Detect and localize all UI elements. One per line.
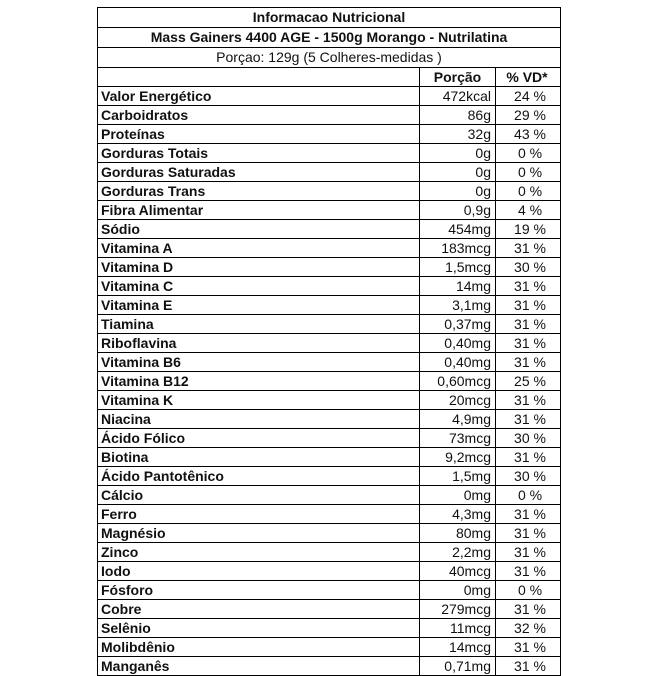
nutrient-dv: 31 % (514, 544, 546, 560)
serving-size: Porçao: 129g (5 Colheres-medidas ) (98, 48, 560, 68)
nutrient-dv: 30 % (514, 430, 546, 446)
nutrient-portion: 9,2mcg (420, 448, 496, 466)
nutrient-name: Ácido Fólico (98, 429, 420, 447)
table-row (98, 353, 560, 372)
nutrient-portion: 0mg (420, 581, 496, 599)
table-row (98, 239, 560, 258)
nutrient-name: Gorduras Totais (98, 144, 420, 162)
nutrient-name: Carboidratos (98, 106, 420, 124)
nutrient-name: Tiamina (98, 315, 420, 333)
nutrient-name: Vitamina K (98, 391, 420, 409)
nutrient-dv: 0 % (517, 582, 543, 598)
nutrient-portion: 40mcg (420, 562, 496, 580)
table-row (98, 581, 560, 600)
nutrient-portion: 20mcg (420, 391, 496, 409)
nutrient-name: Selênio (98, 619, 420, 637)
nutrient-dv: 19 % (514, 221, 546, 237)
table-row (98, 144, 560, 163)
nutrition-table (97, 7, 561, 676)
table-row (98, 391, 560, 410)
table-row (98, 619, 560, 638)
table-row (98, 372, 560, 391)
nutrient-portion: 1,5mcg (420, 258, 496, 276)
nutrient-dv: 31 % (514, 525, 546, 541)
nutrient-portion: 4,3mg (420, 505, 496, 523)
table-row (98, 448, 560, 467)
nutrient-dv: 31 % (514, 601, 546, 617)
nutrient-name: Manganês (98, 657, 420, 675)
nutrient-name: Vitamina E (98, 296, 420, 314)
nutrient-portion: 183mcg (420, 239, 496, 257)
nutrient-dv: 0 % (517, 164, 543, 180)
table-row (98, 334, 560, 353)
nutrient-name: Magnésio (98, 524, 420, 542)
nutrient-portion: 0g (420, 163, 496, 181)
nutrient-portion: 73mcg (420, 429, 496, 447)
nutrient-name: Valor Energético (98, 87, 420, 105)
nutrient-name: Gorduras Trans (98, 182, 420, 200)
nutrient-portion: 86g (420, 106, 496, 124)
nutrient-portion: 472kcal (420, 87, 496, 105)
table-row (98, 87, 560, 106)
nutrient-portion: 279mcg (420, 600, 496, 618)
nutrient-dv: 31 % (514, 354, 546, 370)
nutrient-dv: 31 % (514, 411, 546, 427)
nutrient-name: Niacina (98, 410, 420, 428)
table-row (98, 562, 560, 581)
nutrient-dv: 31 % (514, 278, 546, 294)
nutrient-name: Fibra Alimentar (98, 201, 420, 219)
nutrient-dv: 31 % (514, 506, 546, 522)
column-header-row (98, 68, 560, 87)
nutrient-name: Fósforo (98, 581, 420, 599)
nutrient-name: Sódio (98, 220, 420, 238)
nutrient-name: Iodo (98, 562, 420, 580)
nutrient-name: Molibdênio (98, 638, 420, 656)
nutrient-portion: 14mcg (420, 638, 496, 656)
nutrient-portion: 0,37mg (420, 315, 496, 333)
nutrient-portion: 0g (420, 182, 496, 200)
nutrient-portion: 0,40mg (420, 353, 496, 371)
table-row (98, 106, 560, 125)
table-row (98, 429, 560, 448)
nutrient-name: Cálcio (98, 486, 420, 504)
table-row (98, 258, 560, 277)
nutrient-portion: 0g (420, 144, 496, 162)
table-row (98, 201, 560, 220)
nutrient-dv: 43 % (514, 126, 546, 142)
nutrient-dv: 31 % (514, 563, 546, 579)
nutrient-portion: 32g (420, 125, 496, 143)
nutrient-name: Vitamina B12 (98, 372, 420, 390)
nutrient-dv: 31 % (514, 240, 546, 256)
nutrient-portion: 80mg (420, 524, 496, 542)
nutrient-rows (98, 87, 560, 676)
nutrient-name: Proteínas (98, 125, 420, 143)
table-row (98, 277, 560, 296)
nutrient-portion: 3,1mg (420, 296, 496, 314)
nutrient-dv: 31 % (514, 449, 546, 465)
nutrient-dv: 30 % (514, 468, 546, 484)
table-row (98, 600, 560, 619)
nutrient-name: Cobre (98, 600, 420, 618)
table-row (98, 182, 560, 201)
nutrient-portion: 454mg (420, 220, 496, 238)
nutrient-name: Gorduras Saturadas (98, 163, 420, 181)
table-row (98, 315, 560, 334)
table-row (98, 163, 560, 182)
nutrient-dv: 4 % (517, 202, 543, 218)
nutrient-dv: 29 % (514, 107, 546, 123)
column-header-name (98, 68, 420, 86)
nutrient-portion: 0,40mg (420, 334, 496, 352)
nutrient-dv: 31 % (514, 658, 546, 674)
nutrient-name: Ferro (98, 505, 420, 523)
nutrient-name: Biotina (98, 448, 420, 466)
nutrient-dv: 0 % (517, 183, 543, 199)
nutrient-portion: 0,9g (420, 201, 496, 219)
table-row (98, 410, 560, 429)
nutrient-name: Vitamina A (98, 239, 420, 257)
table-row (98, 486, 560, 505)
nutrient-name: Vitamina D (98, 258, 420, 276)
nutrient-name: Ácido Pantotênico (98, 467, 420, 485)
nutrient-dv: 31 % (514, 639, 546, 655)
table-row (98, 543, 560, 562)
nutrient-name: Riboflavina (98, 334, 420, 352)
nutrient-dv: 31 % (514, 297, 546, 313)
nutrient-dv: 31 % (514, 335, 546, 351)
nutrient-portion: 0,60mcg (420, 372, 496, 390)
nutrient-dv: 32 % (514, 620, 546, 636)
table-row (98, 467, 560, 486)
nutrient-dv: 31 % (514, 316, 546, 332)
column-header-dv: % VD* (506, 69, 548, 85)
table-row (98, 638, 560, 657)
nutrient-dv: 0 % (517, 145, 543, 161)
nutrient-name: Vitamina B6 (98, 353, 420, 371)
nutrient-portion: 0mg (420, 486, 496, 504)
nutrient-name: Zinco (98, 543, 420, 561)
nutrient-name: Vitamina C (98, 277, 420, 295)
nutrient-portion: 14mg (420, 277, 496, 295)
nutrient-portion: 0,71mg (420, 657, 496, 675)
nutrient-dv: 24 % (514, 88, 546, 104)
nutrient-portion: 4,9mg (420, 410, 496, 428)
nutrient-dv: 0 % (517, 487, 543, 503)
table-row (98, 296, 560, 315)
table-row (98, 220, 560, 239)
nutrient-portion: 11mcg (420, 619, 496, 637)
nutrient-dv: 25 % (514, 373, 546, 389)
table-title: Informacao Nutricional (98, 8, 560, 28)
product-name: Mass Gainers 4400 AGE - 1500g Morango - Nutrilatina (98, 28, 560, 48)
nutrient-dv: 31 % (514, 392, 546, 408)
table-row (98, 125, 560, 144)
nutrient-portion: 2,2mg (420, 543, 496, 561)
table-row (98, 505, 560, 524)
column-header-portion: Porção (420, 68, 496, 86)
nutrient-dv: 30 % (514, 259, 546, 275)
nutrient-portion: 1,5mg (420, 467, 496, 485)
table-row (98, 524, 560, 543)
